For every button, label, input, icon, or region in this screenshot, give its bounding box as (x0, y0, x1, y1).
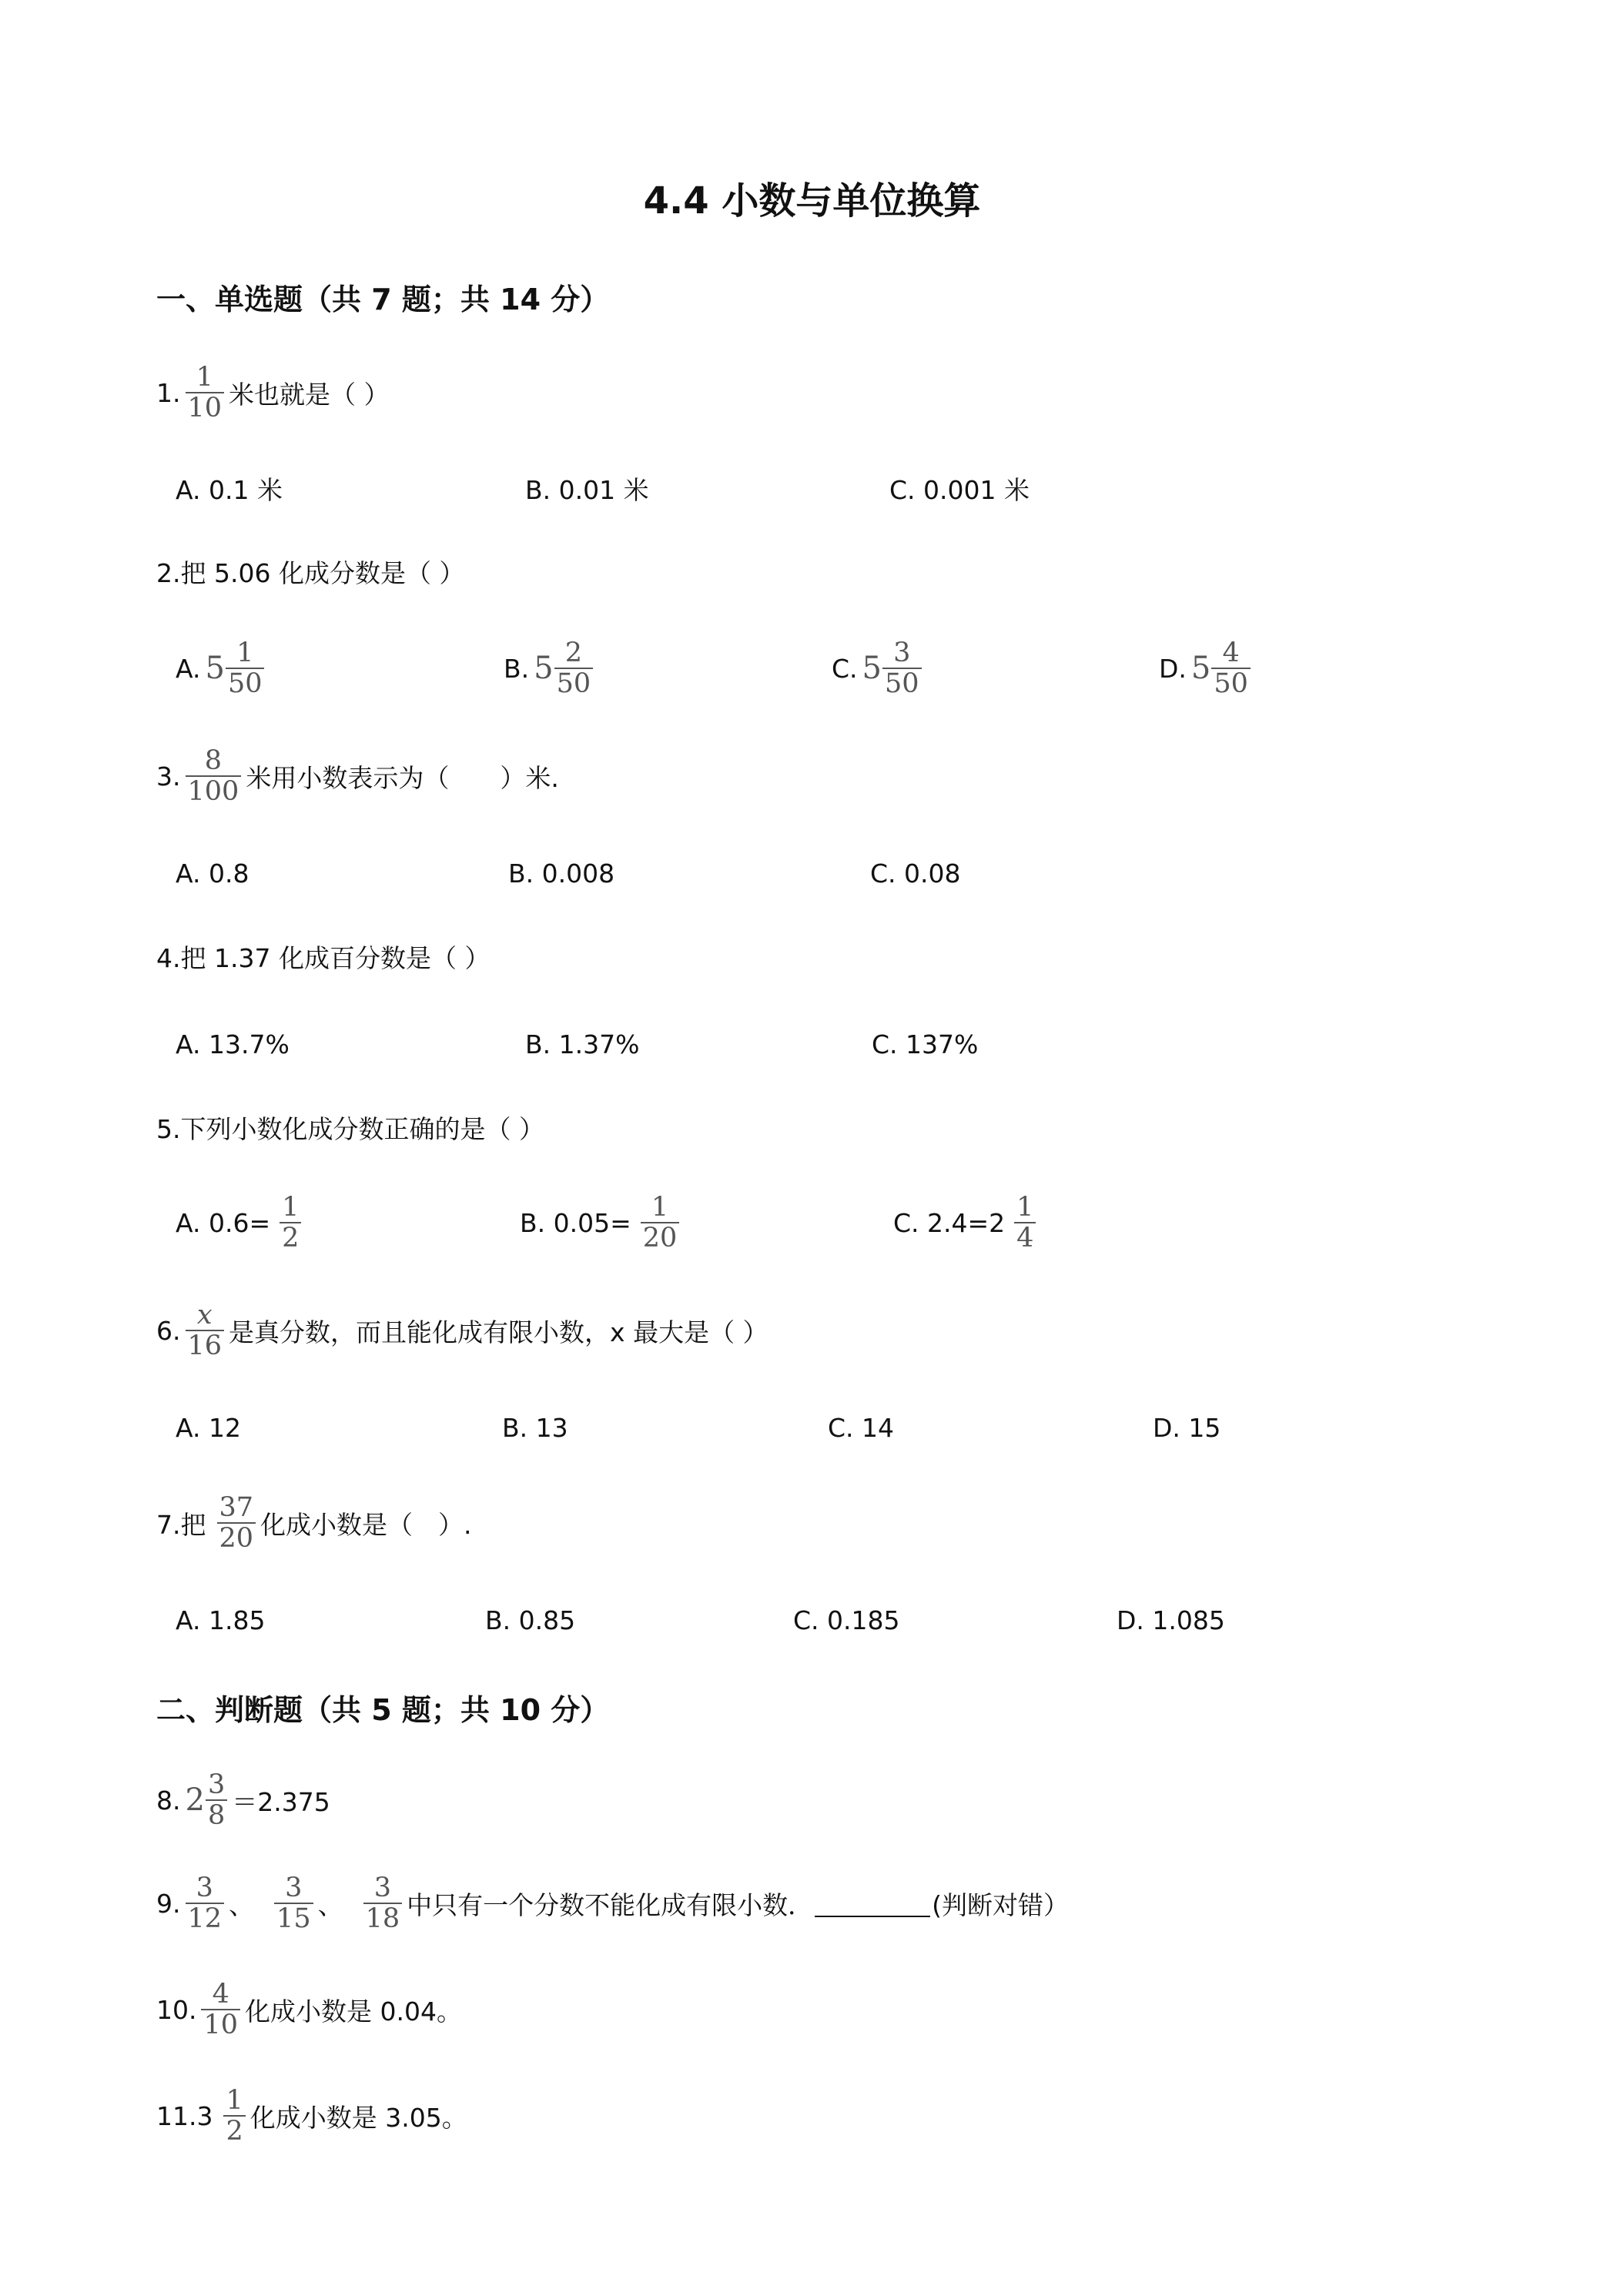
option-d[interactable]: D. 15 (1153, 1412, 1221, 1443)
denominator: 12 (186, 1903, 225, 1933)
denominator: 2 (223, 2115, 245, 2146)
option-b[interactable]: B. 0.01 米 (525, 474, 649, 505)
denominator: 20 (641, 1222, 680, 1253)
option-label: A. (176, 653, 201, 684)
question-6 (156, 1299, 768, 1361)
separator: 、 (317, 1889, 343, 1920)
option-a[interactable]: A. 0.1 米 (176, 474, 283, 505)
fraction (226, 639, 265, 698)
option-label: C. (832, 653, 858, 684)
option-c[interactable]: C. 14 (828, 1412, 895, 1443)
denominator: 16 (186, 1330, 225, 1361)
question-text: 化成小数是（ ）. (260, 1509, 472, 1540)
numerator: 1 (196, 361, 213, 393)
separator: 、 (229, 1889, 255, 1920)
option-a[interactable] (176, 1191, 306, 1253)
section-heading-true-false: 二、判断题（共 5 题；共 10 分） (156, 1693, 610, 1727)
answer-blank[interactable] (815, 1889, 930, 1917)
numerator: 3 (196, 1872, 213, 1903)
option-a[interactable]: A. 12 (176, 1412, 241, 1443)
numerator: 1 (236, 637, 254, 668)
denominator: 50 (1211, 668, 1251, 698)
denominator: 20 (217, 1522, 256, 1553)
fraction (206, 1771, 227, 1830)
fraction (223, 2084, 245, 2147)
numerator: 3 (207, 1769, 226, 1800)
denominator: 2 (280, 1222, 301, 1253)
question-2: 2.把 5.06 化成分数是（ ） (156, 557, 465, 588)
mixed-whole: 5 (1190, 651, 1211, 686)
denominator: 18 (363, 1903, 403, 1933)
question-text: ＝2.375 (232, 1786, 330, 1817)
denominator: 100 (186, 775, 242, 806)
numerator: x (196, 1299, 213, 1330)
option-a[interactable]: A. 1.85 (176, 1605, 266, 1635)
option-a[interactable] (176, 637, 269, 699)
option-b[interactable]: B. 0.008 (508, 858, 615, 889)
question-7 (156, 1491, 472, 1554)
question-text: 中只有一个分数不能化成有限小数． (407, 1889, 814, 1920)
question-number: 3. (156, 761, 181, 792)
option-c[interactable]: C. 0.001 米 (889, 474, 1030, 505)
fraction (201, 1980, 240, 2040)
option-label: D. (1159, 653, 1187, 684)
mixed-whole: 5 (205, 651, 225, 686)
numerator: 3 (373, 1872, 391, 1903)
question-8 (156, 1769, 330, 1831)
question-4: 4.把 1.37 化成百分数是（ ） (156, 942, 491, 973)
denominator: 15 (274, 1903, 313, 1933)
question-text: 化成小数是 0.04。 (245, 1996, 462, 2027)
fraction (363, 1874, 403, 1933)
question-text: 是真分数，而且能化成有限小数，x 最大是（ ） (229, 1317, 768, 1347)
fraction (186, 363, 225, 423)
question-text: 米用小数表示为（ ）米. (246, 762, 559, 793)
option-b[interactable] (520, 1191, 684, 1253)
question-11 (156, 2084, 467, 2147)
option-c[interactable]: C. 0.185 (793, 1605, 900, 1635)
fraction (641, 1193, 680, 1253)
denominator: 50 (554, 668, 594, 698)
numerator: 4 (212, 1978, 229, 2010)
denominator: 8 (206, 1799, 227, 1830)
numerator: 8 (204, 745, 223, 776)
question-number: 1. (156, 377, 181, 408)
numerator: 3 (893, 637, 911, 668)
question-number: 8. (156, 1785, 181, 1816)
option-c[interactable] (832, 637, 926, 699)
option-b[interactable]: B. 13 (502, 1412, 568, 1443)
question-number: 11.3 (156, 2100, 213, 2131)
question-number: 6. (156, 1315, 181, 1346)
option-c[interactable]: C. 0.08 (870, 858, 961, 889)
fraction (186, 1301, 225, 1361)
option-b[interactable]: B. 1.37% (525, 1029, 640, 1059)
question-number: 9. (156, 1888, 181, 1919)
numerator: 2 (564, 637, 582, 668)
option-a[interactable]: A. 0.8 (176, 858, 249, 889)
option-label: C. 2.4=2 (893, 1207, 1006, 1238)
section-heading-single-choice: 一、单选题（共 7 题；共 14 分） (156, 283, 610, 316)
mixed-whole: 5 (862, 651, 882, 686)
fraction (1211, 639, 1251, 698)
numerator: 3 (285, 1872, 303, 1903)
fraction (217, 1491, 256, 1554)
mixed-whole: 2 (185, 1782, 205, 1818)
fraction (274, 1874, 313, 1933)
denominator: 50 (226, 668, 265, 698)
fraction (1014, 1193, 1036, 1253)
denominator: 10 (201, 2009, 240, 2040)
numerator: 1 (1016, 1191, 1034, 1223)
fraction (554, 639, 594, 698)
fraction (280, 1193, 301, 1253)
option-label: B. (504, 653, 530, 684)
page-title: 4.4 小数与单位换算 (643, 179, 981, 223)
question-text: 米也就是（ ） (229, 379, 390, 410)
question-1 (156, 361, 390, 423)
option-c[interactable] (893, 1191, 1040, 1253)
option-label: B. 0.05= (520, 1207, 631, 1238)
question-10 (156, 1978, 462, 2040)
question-9 (156, 1872, 1070, 1934)
fraction (186, 1874, 225, 1933)
question-number: 7.把 (156, 1509, 206, 1540)
numerator: 1 (651, 1191, 669, 1223)
numerator: 1 (282, 1191, 300, 1223)
instruction-text: (判断对错） (932, 1889, 1070, 1920)
mixed-whole: 5 (534, 651, 554, 686)
fraction (186, 747, 242, 806)
denominator: 10 (186, 392, 225, 423)
option-c[interactable]: C. 137% (872, 1029, 979, 1059)
denominator: 4 (1014, 1222, 1036, 1253)
option-d[interactable]: D. 1.085 (1117, 1605, 1225, 1635)
option-b[interactable]: B. 0.85 (485, 1605, 576, 1635)
numerator: 37 (219, 1491, 254, 1523)
question-3 (156, 745, 559, 807)
option-d[interactable] (1159, 637, 1255, 699)
fraction (882, 639, 922, 698)
question-number: 10. (156, 1994, 197, 2025)
question-text: 化成小数是 3.05。 (249, 2102, 467, 2133)
question-5: 5.下列小数化成分数正确的是（ ） (156, 1113, 544, 1144)
numerator: 4 (1222, 637, 1240, 668)
option-label: A. 0.6= (176, 1207, 271, 1238)
denominator: 50 (882, 668, 922, 698)
option-a[interactable]: A. 13.7% (176, 1029, 290, 1059)
option-b[interactable] (504, 637, 598, 699)
numerator: 1 (226, 2084, 243, 2116)
